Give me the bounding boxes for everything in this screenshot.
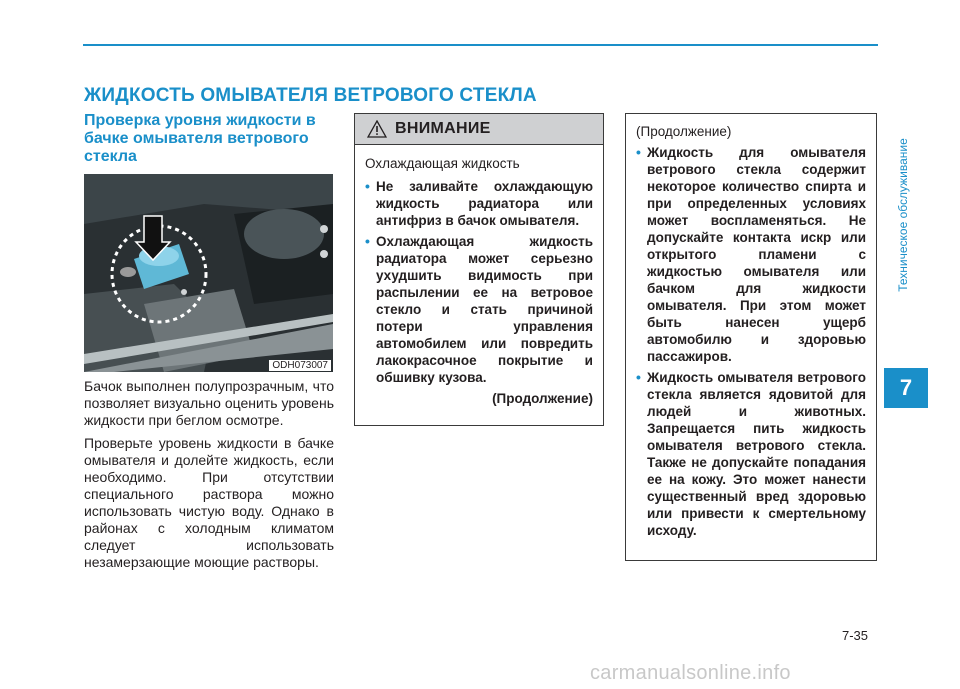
continued-label: (Продолжение) bbox=[492, 391, 593, 406]
warning-heading: ВНИМАНИЕ bbox=[395, 120, 491, 137]
bullet-icon: • bbox=[365, 178, 370, 194]
subsection-title: Проверка уровня жидкости в бачке омывателя ветрового стекла bbox=[84, 112, 316, 165]
watermark: carmanualsonline.info bbox=[590, 662, 791, 684]
washer-reservoir-photo bbox=[84, 174, 333, 372]
engine-bay-illustration bbox=[84, 174, 333, 372]
body-text bbox=[84, 378, 334, 577]
chapter-side-label bbox=[896, 70, 916, 360]
warning-box bbox=[354, 113, 604, 426]
body-paragraph: Бачок выполнен полупрозрачным, что позволяет визуально оценить уровень жидкости при беглом осмотре. bbox=[84, 378, 334, 428]
warning-bullet bbox=[365, 233, 593, 386]
warning-bullet-text: Охлаждающая жидкость радиатора может серьезно ухудшить видимость при распылении ее на ветровое стекло и стать причиной потери управления автомобилем или повредить лакокрасочное покрытие и обшивку кузова. bbox=[376, 234, 593, 385]
chapter-side-label-text: Техническое обслуживание bbox=[896, 138, 910, 292]
chapter-tab: 7 bbox=[884, 368, 928, 408]
continuation-bullet bbox=[636, 144, 866, 365]
continuation-bullet bbox=[636, 369, 866, 539]
continuation-box bbox=[625, 113, 877, 561]
warning-header bbox=[355, 114, 603, 145]
bullet-icon: • bbox=[636, 144, 641, 160]
warning-triangle-icon bbox=[367, 120, 387, 138]
page-number: 7-35 bbox=[842, 628, 869, 643]
warning-intro: Охлаждающая жидкость bbox=[365, 156, 520, 171]
continuation-bullet-text: Жидкость омывателя ветрового стекла является ядовитой для людей и животных. Запрещается пить жидкость омывателя ветрового стекла. Также не допускайте попадания ее на кожу. Это может нанести существенный вред здоровью или привести к смертельному исходу. bbox=[647, 370, 866, 538]
continuation-bullet-text: Жидкость для омывателя ветрового стекла содержит некоторое количество спирта и при определенных условиях может воспламеняться. Не допускайте контакта искр или открытого пламени с жидкостью омывателя или бачком для жидкости омывателя. При этом может быть нанесен ущерб автомобилю и здоровью пассажиров. bbox=[647, 145, 866, 364]
figure-code: ODH073007 bbox=[269, 360, 331, 371]
warning-body bbox=[355, 145, 603, 407]
continuation-heading: (Продолжение) bbox=[636, 124, 732, 139]
bullet-icon: • bbox=[636, 369, 641, 385]
bullet-icon: • bbox=[365, 233, 370, 249]
section-title: ЖИДКОСТЬ ОМЫВАТЕЛЯ ВЕТРОВОГО СТЕКЛА bbox=[84, 85, 537, 106]
top-rule bbox=[83, 44, 878, 46]
body-paragraph: Проверьте уровень жидкости в бачке омывателя и долейте жидкость, если необходимо. При отсутствии специального раствора можно использовать чистую воду. Однако в районах с холодным климатом следует использовать незамерзающие моющие растворы. bbox=[84, 435, 334, 570]
warning-bullet-text: Не заливайте охлаждающую жидкость радиатора или антифриз в бачок омывателя. bbox=[376, 179, 593, 228]
warning-bullet bbox=[365, 178, 593, 229]
